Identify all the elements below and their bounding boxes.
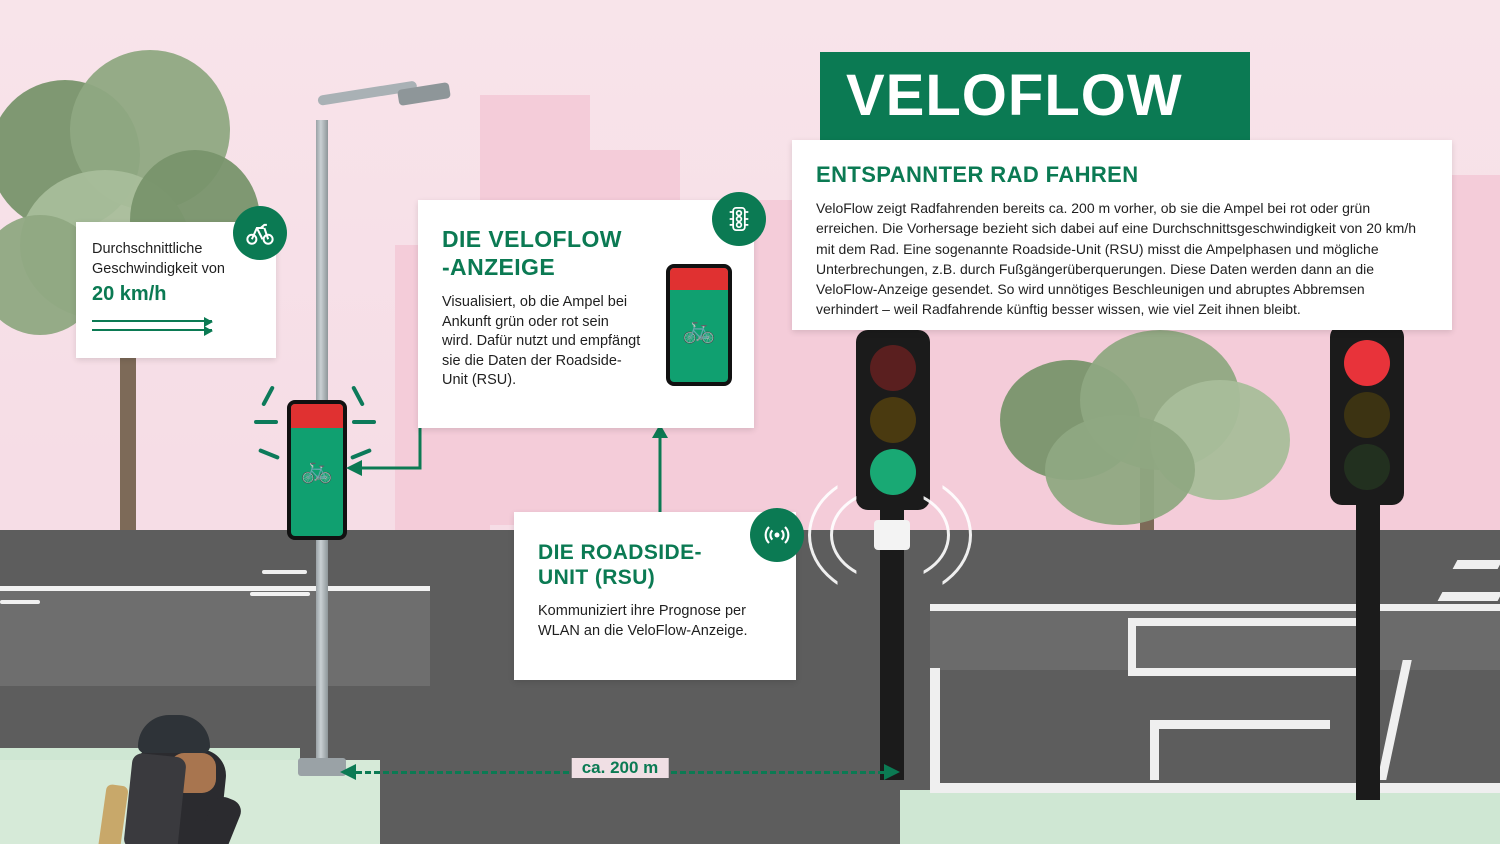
lane-marking <box>930 668 940 793</box>
display-red-bar <box>670 268 728 290</box>
rsu-card-heading-line1: DIE ROADSIDE- <box>538 541 702 564</box>
main-description-card <box>792 140 1452 330</box>
traffic-light-red-lamp <box>870 345 916 391</box>
bicycle-icon: 🚲 <box>300 454 334 484</box>
roadside-unit-device <box>874 520 910 550</box>
average-speed-value: 20 km/h <box>92 283 167 306</box>
street-lamp-base <box>298 758 346 776</box>
tree-right <box>990 320 1310 550</box>
distance-label: ca. 200 m <box>572 758 669 778</box>
display-card-heading-line2: -ANZEIGE <box>442 253 556 280</box>
display-card-body: Visualisiert, ob die Ampel bei Ankunft grün oder rot sein wird. Dafür nutzt und empfängt sie die Daten der Roadside-Unit (RSU). <box>442 294 641 389</box>
wifi-signal-icon <box>750 508 804 562</box>
lane-marking <box>930 783 1500 793</box>
page-title: VELOFLOW <box>846 63 1183 128</box>
lane-marking <box>1438 592 1500 601</box>
lane-marking <box>1128 618 1136 674</box>
bicycle-icon <box>233 206 287 260</box>
arrow-left-icon <box>340 764 356 780</box>
veloflow-display-illustration <box>666 264 732 386</box>
main-body-text: VeloFlow zeigt Radfahrenden bereits ca. 200 m vorher, ob sie die Ampel bei rot oder grün erreichen. Die Vorhersage bezieht sich dabei auf eine Durchschnittsgeschwindigkeit von 20 km/h mit dem Rad. Eine sogenannte Roadside-Unit (RSU) misst die Ampelphasen und mögliche Unterbrechungen, z.B. durch Fußgängerüberquerungen. Diese Daten werden dann an die VeloFlow-Anzeige gesendet. So wird unnötiges Beschleunigen und abruptes Abbremsen verhindert – weil Radfahrende künftig besser wissen, wie viel Zeit ihnen bleibt. <box>816 200 1417 318</box>
traffic-light-far <box>1330 325 1404 505</box>
grass-strip-right <box>900 790 1500 844</box>
traffic-light-red-lamp <box>1344 340 1390 386</box>
arrow-right-icon <box>884 764 900 780</box>
title-banner <box>820 52 1250 140</box>
traffic-light-amber-lamp <box>1344 392 1390 438</box>
bicycle-icon: 🚲 <box>682 314 716 344</box>
lane-marking <box>1150 720 1330 729</box>
traffic-light-near <box>856 330 930 510</box>
backpack <box>123 752 187 844</box>
lane-marking <box>1128 668 1378 676</box>
veloflow-display-card <box>418 200 754 428</box>
lane-marking <box>1128 618 1378 626</box>
lane-marking <box>930 604 1500 611</box>
traffic-light-green-lamp <box>1344 444 1390 490</box>
spark-line <box>254 420 278 424</box>
distance-indicator <box>340 760 900 784</box>
traffic-light-icon <box>712 192 766 246</box>
average-speed-text: Durchschnittliche Geschwindigkeit von <box>92 241 225 277</box>
main-heading: ENTSPANNTER RAD FAHREN <box>816 162 1139 187</box>
traffic-light-green-lamp <box>870 449 916 495</box>
rsu-card-body: Kommuniziert ihre Prognose per WLAN an die VeloFlow-Anzeige. <box>538 603 748 639</box>
rsu-card-heading-line2: UNIT (RSU) <box>538 566 656 590</box>
lane-marking <box>1150 720 1159 780</box>
traffic-light-amber-lamp <box>870 397 916 443</box>
traffic-light-pole-far <box>1356 500 1380 800</box>
speed-arrows <box>92 320 260 331</box>
lane-marking <box>1453 560 1500 569</box>
display-card-heading-line1: DIE VELOFLOW <box>442 226 622 252</box>
